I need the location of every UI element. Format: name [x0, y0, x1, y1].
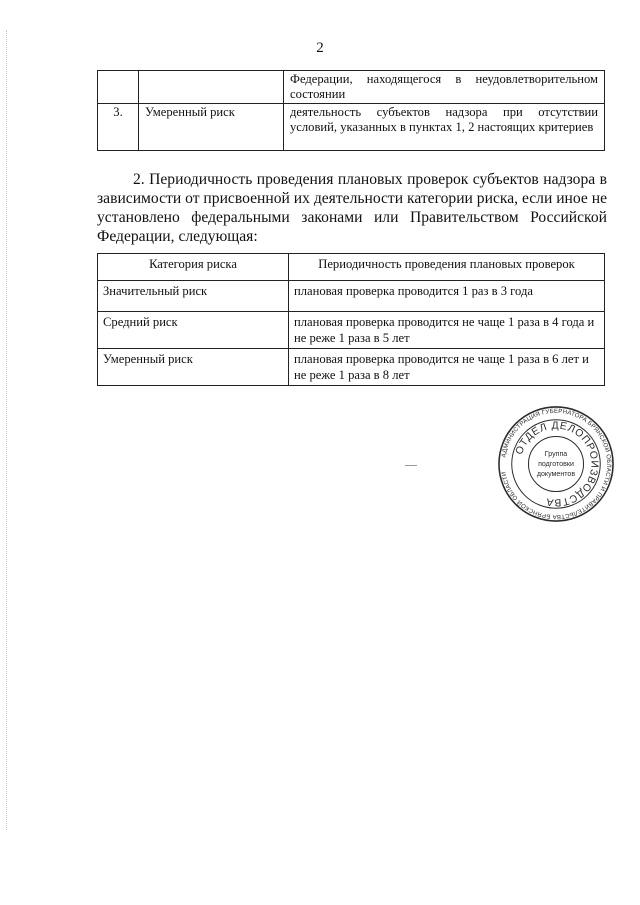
table-row — [98, 71, 605, 104]
risk-category: Значительный риск — [98, 281, 289, 312]
paragraph-periodicity: 2. Периодичность проведения плановых проверок субъектов надзора в зависимости от присвоенной их деятельности категории риска, если иное не установлено федеральными законами или Правительством Российской Федерации, следующая: — [97, 171, 607, 245]
stamp-ring-text: ОТДЕЛ ДЕЛОПРОИЗВОДСТВА — [514, 420, 600, 508]
stamp-center-line: подготовки — [538, 459, 574, 468]
risk-criteria-table — [97, 70, 605, 151]
pen-mark — [405, 465, 417, 467]
column-header-category: Категория риска — [98, 254, 289, 281]
table-header-row — [98, 254, 605, 281]
page-number: 2 — [316, 40, 324, 56]
risk-criteria: деятельность субъектов надзора при отсутствии условий, указанных в пунктах 1, 2 настоящих критериев — [284, 104, 605, 151]
risk-category — [139, 71, 284, 104]
inspection-frequency: плановая проверка проводится не чаще 1 раза в 6 лет и не реже 1 раза в 8 лет — [289, 349, 605, 386]
risk-criteria: Федерации, находящегося в неудовлетворительном состоянии — [284, 71, 605, 104]
risk-category: Средний риск — [98, 312, 289, 349]
table-row — [98, 281, 605, 312]
row-number — [98, 71, 139, 104]
department-stamp — [497, 405, 615, 523]
table-row — [98, 312, 605, 349]
page-edge-artifact — [6, 30, 7, 830]
periodicity-table — [97, 253, 605, 386]
stamp-outer-text: АДМИНИСТРАЦИЯ ГУБЕРНАТОРА БРЯНСКОЙ ОБЛАСТИ И ПРАВИТЕЛЬСТВА БРЯНСКОЙ ОБЛАСТИ — [500, 407, 613, 521]
inspection-frequency: плановая проверка проводится не чаще 1 раза в 4 года и не реже 1 раза в 5 лет — [289, 312, 605, 349]
column-header-frequency: Периодичность проведения плановых проверок — [289, 254, 605, 281]
table-row — [98, 104, 605, 151]
stamp-center-line: документов — [536, 469, 576, 478]
row-number: 3. — [98, 104, 139, 151]
risk-category: Умеренный риск — [98, 349, 289, 386]
inspection-frequency: плановая проверка проводится 1 раз в 3 года — [289, 281, 605, 312]
table-row — [98, 349, 605, 386]
stamp-center-line: Группа — [544, 450, 568, 459]
risk-category: Умеренный риск — [139, 104, 284, 151]
